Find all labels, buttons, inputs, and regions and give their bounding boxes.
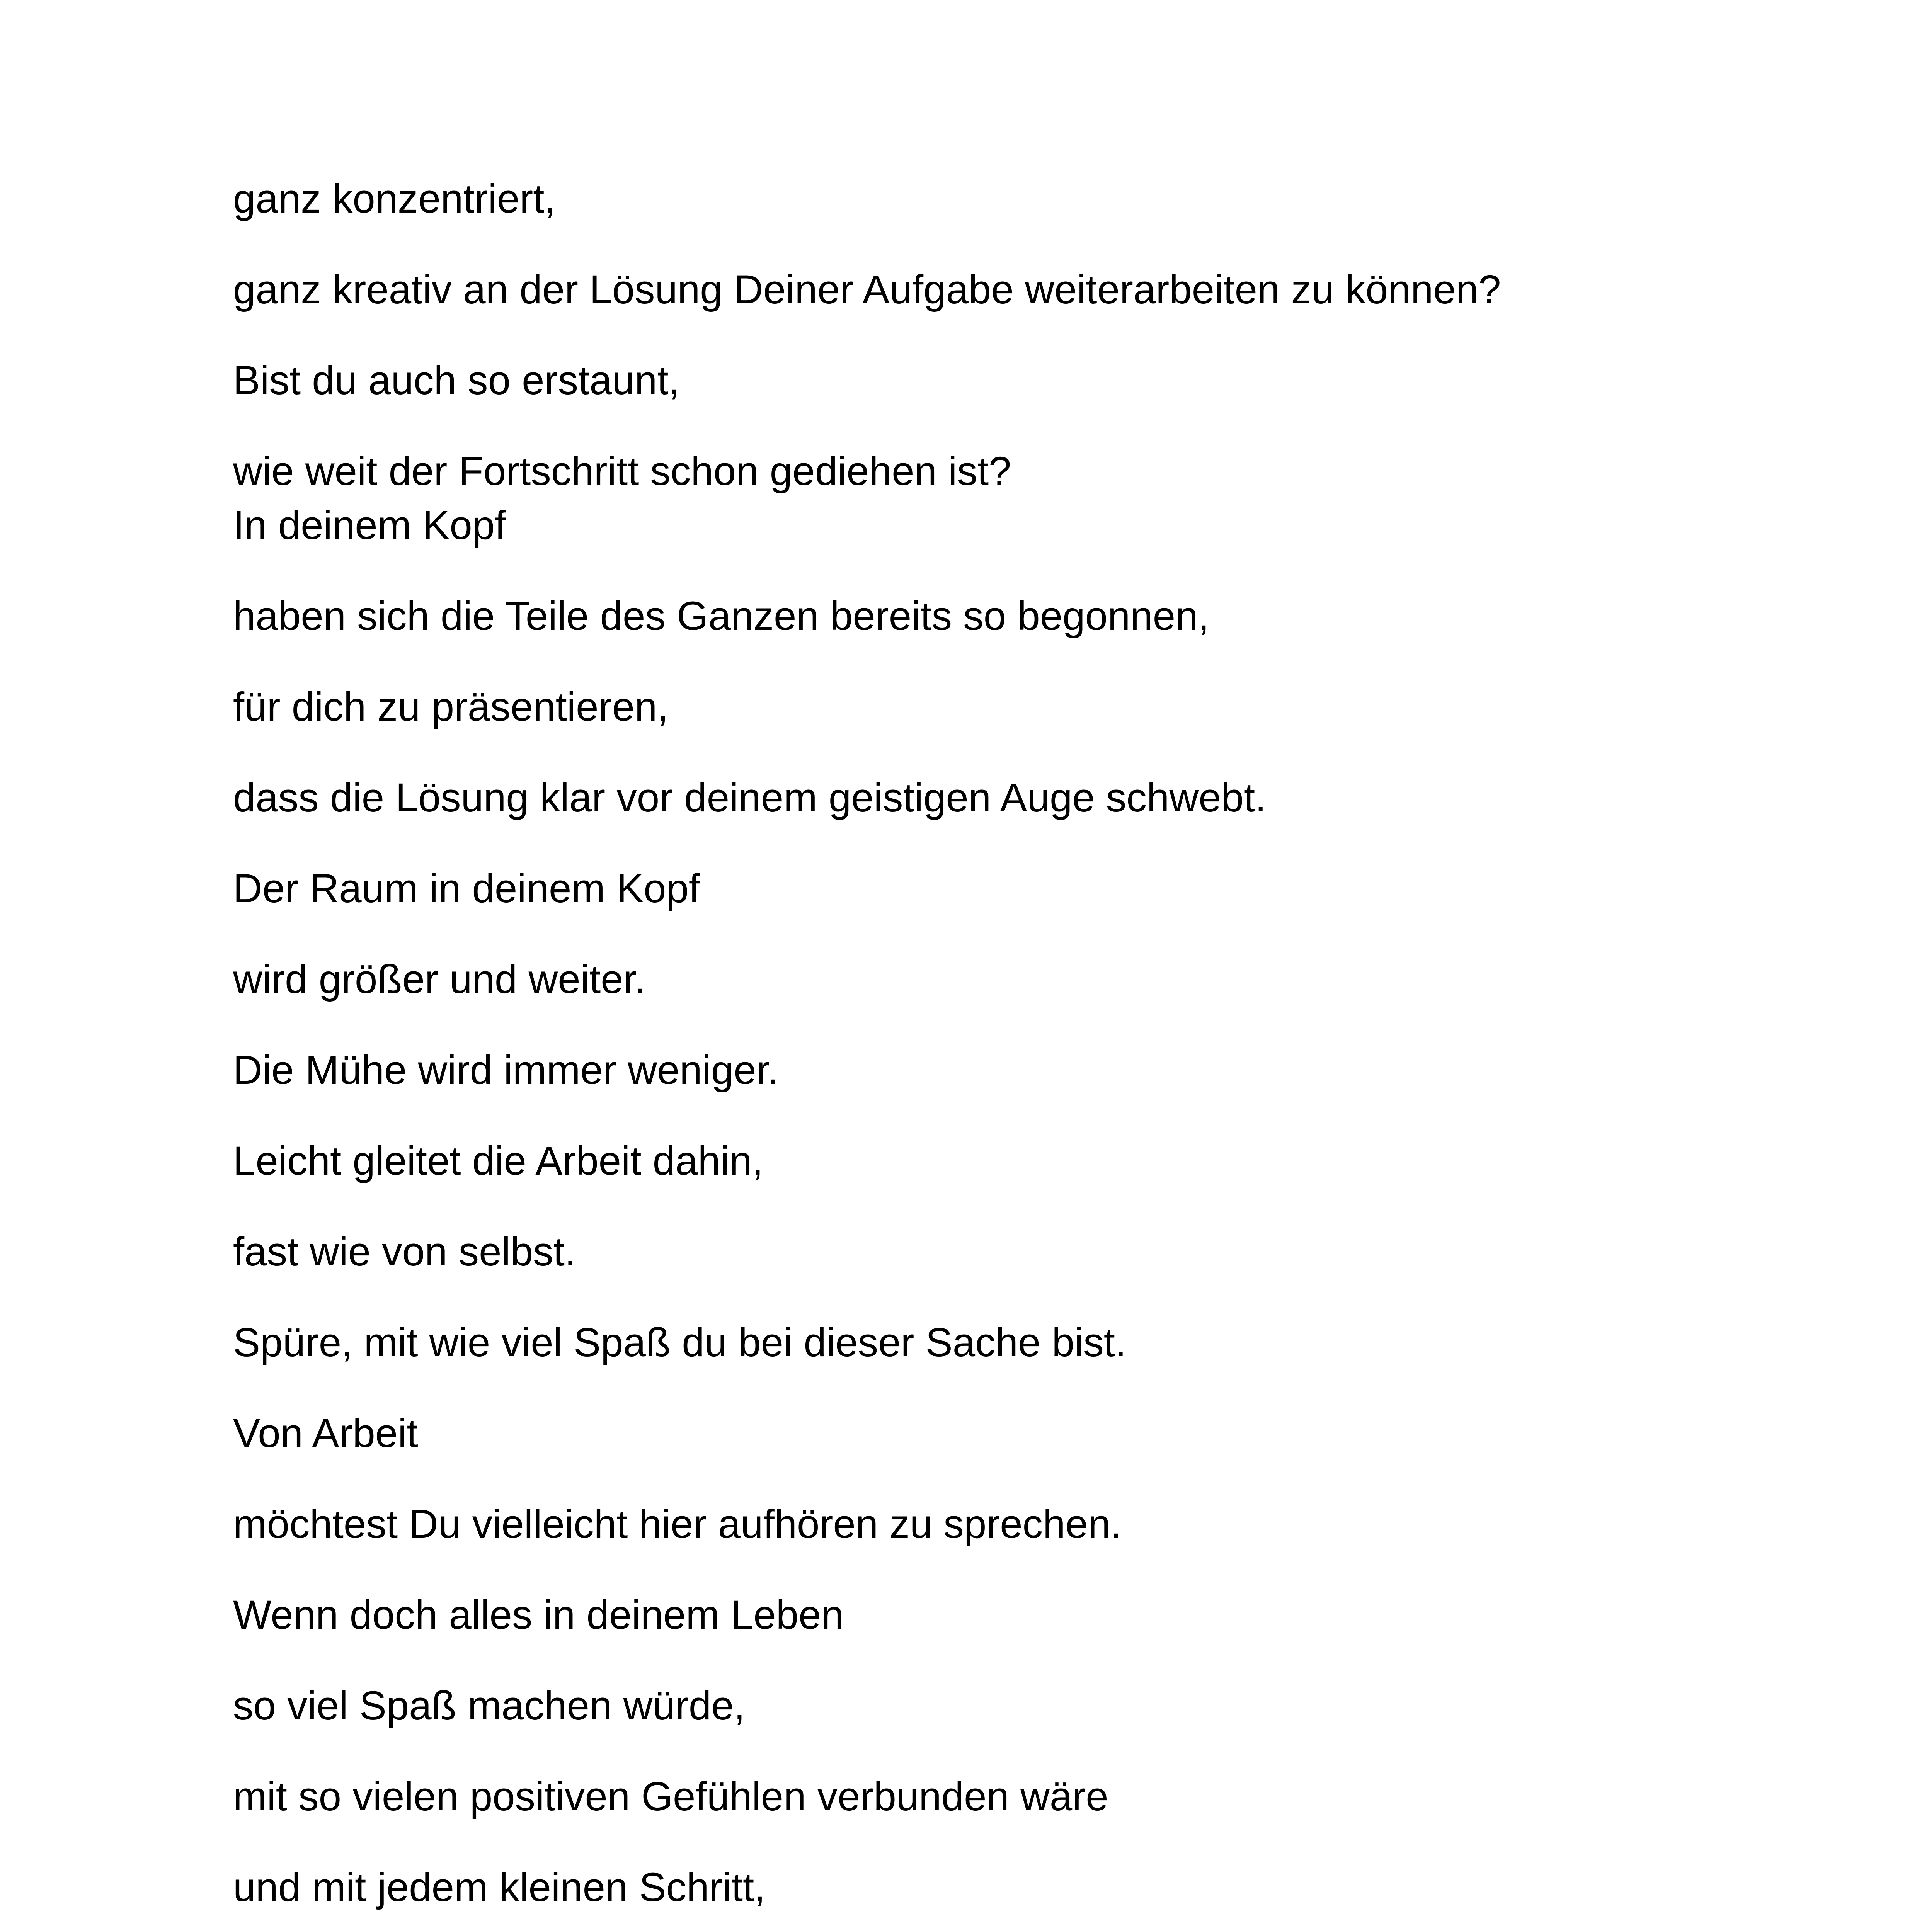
text-line: möchtest Du vielleicht hier aufhören zu sprechen. (233, 1502, 1122, 1547)
text-line: und mit jedem kleinen Schritt, (233, 1865, 766, 1910)
text-line: ganz kreativ an der Lösung Deiner Aufgabe weiterarbeiten zu können? (233, 267, 1501, 312)
text-line: Leicht gleitet die Arbeit dahin, (233, 1138, 763, 1184)
text-line: Die Mühe wird immer weniger. (233, 1048, 779, 1093)
text-line: wie weit der Fortschritt schon gediehen ist? (233, 449, 1011, 494)
text-line: so viel Spaß machen würde, (233, 1683, 745, 1728)
text-line: Bist du auch so erstaunt, (233, 358, 680, 403)
text-line: haben sich die Teile des Ganzen bereits so begonnen, (233, 594, 1209, 639)
text-line: Spüre, mit wie viel Spaß du bei dieser Sache bist. (233, 1320, 1127, 1365)
text-line: für dich zu präsentieren, (233, 684, 669, 730)
text-line: In deinem Kopf (233, 503, 506, 548)
text-line: Wenn doch alles in deinem Leben (233, 1592, 844, 1638)
text-line: fast wie von selbst. (233, 1229, 576, 1274)
body-text (233, 172, 1740, 1932)
text-line: Der Raum in deinem Kopf (233, 866, 700, 911)
text-line: dass die Lösung klar vor deinem geistigen Auge schwebt. (233, 775, 1267, 820)
text-line: mit so vielen positiven Gefühlen verbunden wäre (233, 1774, 1108, 1819)
text-line: wird größer und weiter. (233, 957, 646, 1002)
text-line: ganz konzentriert, (233, 176, 556, 221)
text-line: Von Arbeit (233, 1411, 418, 1456)
